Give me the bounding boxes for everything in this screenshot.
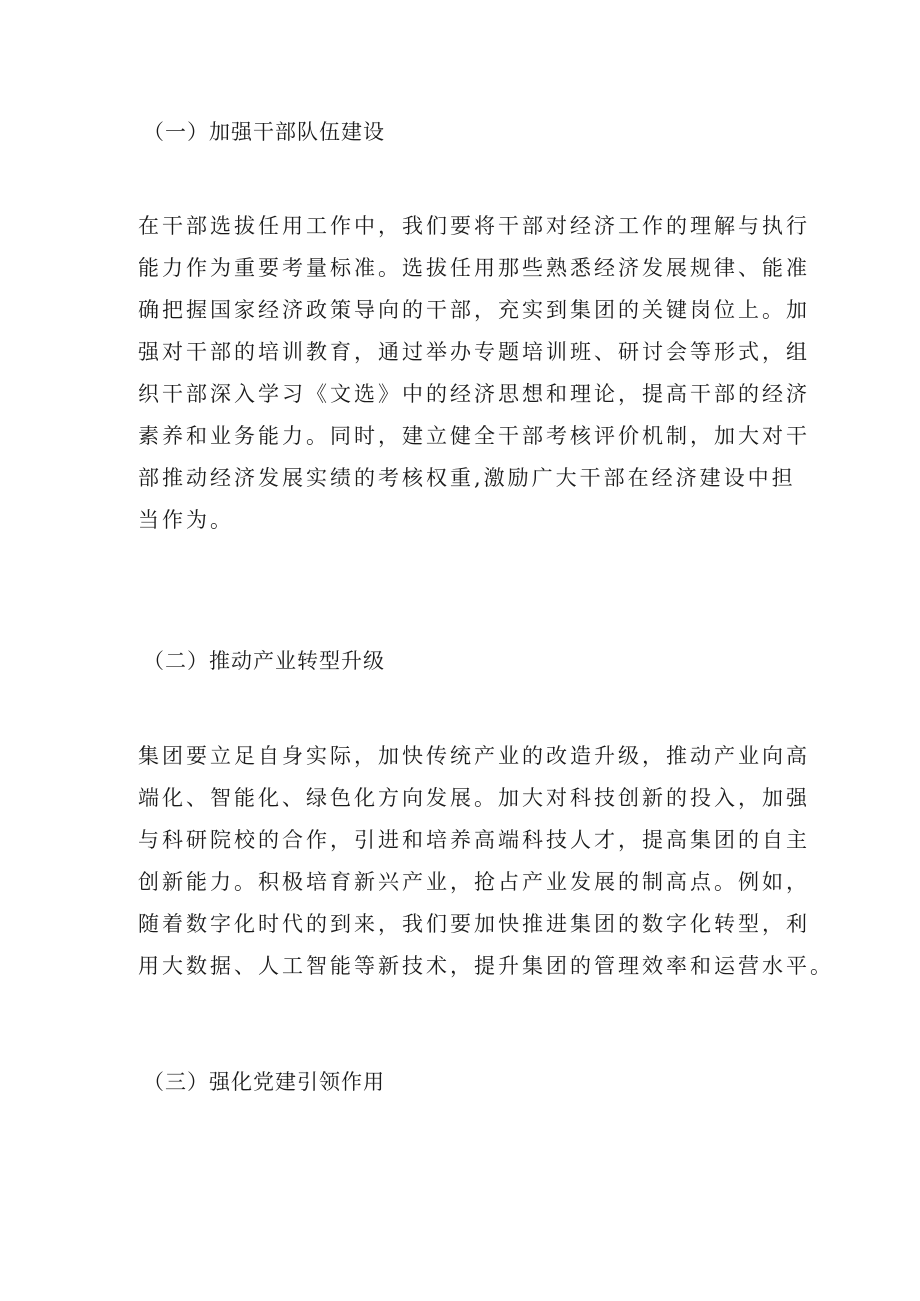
section-paragraph-1 <box>138 205 808 541</box>
section-heading-3: （三）强化党建引领作用 <box>143 1070 385 1094</box>
section-heading-1: （一）加强干部队伍建设 <box>143 120 385 144</box>
paragraph-line: 随着数字化时代的到来，我们要加快推进集团的数字化转型，利 <box>138 912 810 936</box>
paragraph-line: 集团要立足自身实际，加快传统产业的改造升级，推动产业向高 <box>138 744 810 768</box>
paragraph-line: 当作为。 <box>138 508 234 532</box>
paragraph-line: 织干部深入学习《文选》中的经济思想和理论，提高干部的经济 <box>138 382 810 406</box>
paragraph-line: 能力作为重要考量标准。选拔任用那些熟悉经济发展规律、能准 <box>138 256 810 280</box>
paragraph-line: 与科研院校的合作，引进和培养高端科技人才，提高集团的自主 <box>138 828 810 852</box>
paragraph-line: 在干部选拔任用工作中，我们要将干部对经济工作的理解与执行 <box>138 214 810 238</box>
paragraph-line: 创新能力。积极培育新兴产业，抢占产业发展的制高点。例如， <box>138 870 810 894</box>
paragraph-line: 用大数据、人工智能等新技术，提升集团的管理效率和运营水平。 <box>138 954 834 978</box>
section-heading-2: （二）推动产业转型升级 <box>143 649 385 673</box>
paragraph-line: 强对干部的培训教育，通过举办专题培训班、研讨会等形式，组 <box>138 340 810 364</box>
paragraph-line: 部推动经济发展实绩的考核权重,激励广大干部在经济建设中担 <box>138 466 796 490</box>
paragraph-line: 端化、智能化、绿色化方向发展。加大对科技创新的投入，加强 <box>138 786 810 810</box>
paragraph-line: 确把握国家经济政策导向的干部，充实到集团的关键岗位上。加 <box>138 298 810 322</box>
paragraph-line: 素养和业务能力。同时，建立健全干部考核评价机制，加大对干 <box>138 424 810 448</box>
section-paragraph-2 <box>138 735 834 987</box>
